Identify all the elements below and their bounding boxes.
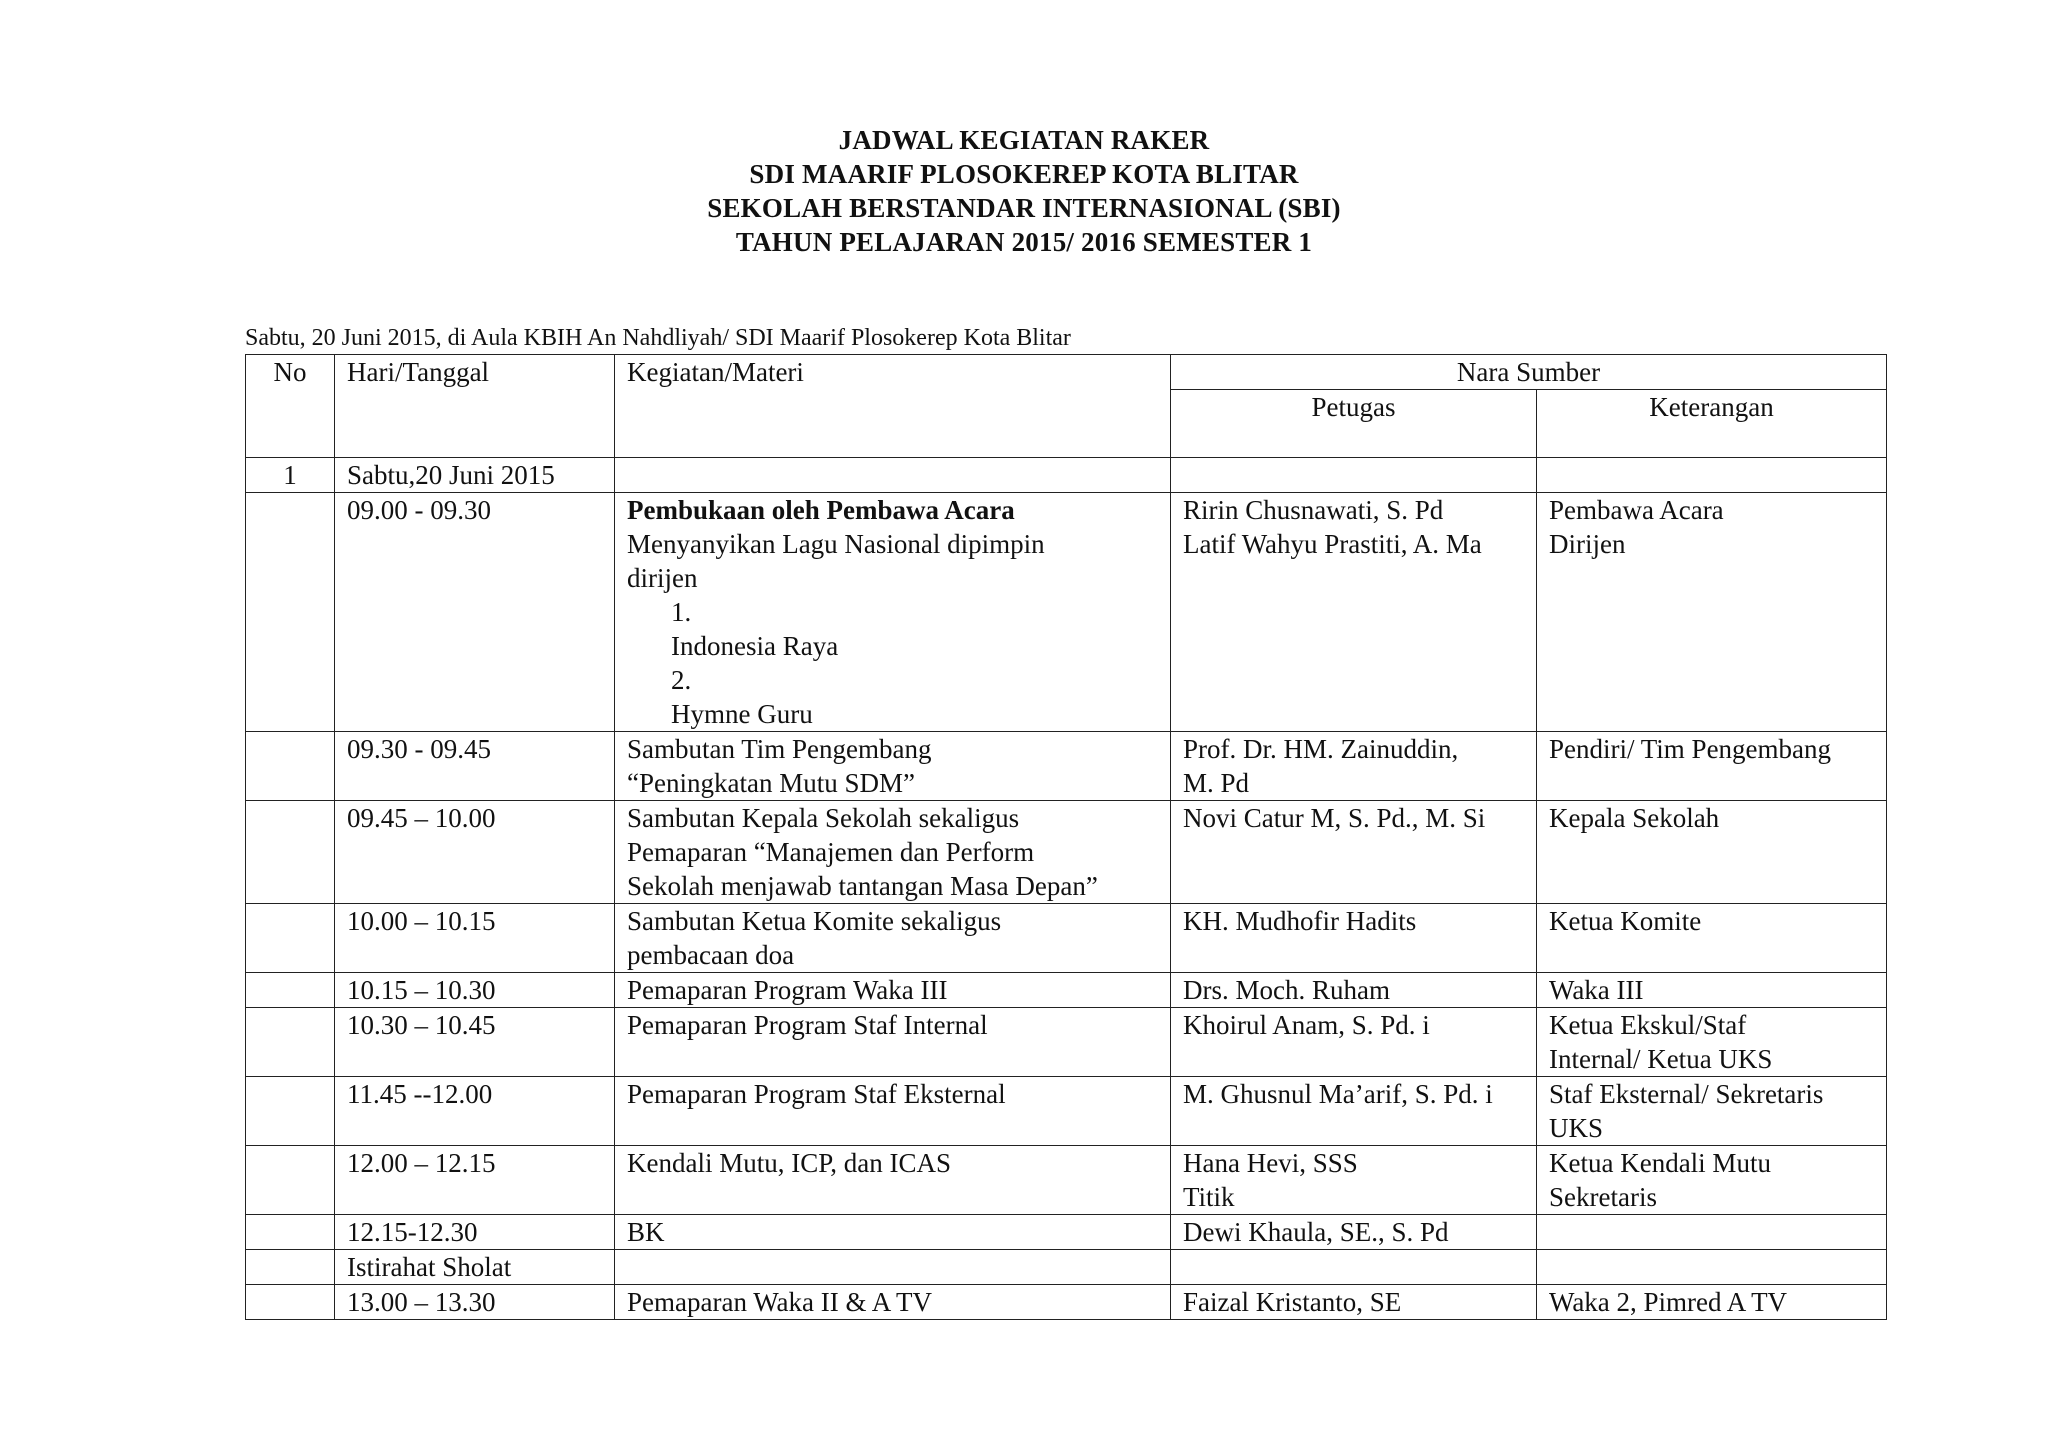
activity-title: Pembukaan oleh Pembawa Acara xyxy=(627,495,1015,525)
title-line-1: JADWAL KEGIATAN RAKER xyxy=(838,125,1210,155)
activity-line: Pemaparan “Manajemen dan Perform xyxy=(627,837,1035,867)
cell-no xyxy=(246,1250,335,1285)
cell-no xyxy=(246,1285,335,1320)
officer-line: Khoirul Anam, S. Pd. i xyxy=(1183,1010,1430,1040)
note-line: Ketua Kendali Mutu xyxy=(1549,1148,1771,1178)
table-row xyxy=(246,493,1887,732)
table-row xyxy=(246,1215,1887,1250)
cell-note xyxy=(1537,1250,1887,1285)
title-line-3: SEKOLAH BERSTANDAR INTERNASIONAL (SBI) xyxy=(707,193,1341,223)
activity-line: dirijen xyxy=(627,563,698,593)
cell-officer xyxy=(1171,1215,1537,1250)
activity-line: Kendali Mutu, ICP, dan ICAS xyxy=(627,1148,951,1178)
cell-no xyxy=(246,493,335,732)
officer-line: Titik xyxy=(1183,1182,1235,1212)
activity-line: Pemaparan Waka II & A TV xyxy=(627,1287,933,1317)
cell-date: 11.45 --12.00 xyxy=(335,1077,615,1146)
activity-line: Sambutan Ketua Komite sekaligus xyxy=(627,906,1002,936)
cell-no xyxy=(246,732,335,801)
table-row xyxy=(246,904,1887,973)
note-line: Waka 2, Pimred A TV xyxy=(1549,1287,1788,1317)
officer-line: Ririn Chusnawati, S. Pd xyxy=(1183,495,1444,525)
cell-activity xyxy=(615,458,1171,493)
title-line-4: TAHUN PELAJARAN 2015/ 2016 SEMESTER 1 xyxy=(735,227,1313,257)
table-row xyxy=(246,801,1887,904)
table-row xyxy=(246,1077,1887,1146)
officer-line: M. Pd xyxy=(1183,768,1250,798)
activity-line: Pemaparan Program Staf Internal xyxy=(627,1010,988,1040)
cell-note xyxy=(1537,904,1887,973)
cell-no xyxy=(246,1077,335,1146)
table-row xyxy=(246,1008,1887,1077)
note-line: Waka III xyxy=(1549,975,1644,1005)
event-date-location: Sabtu, 20 Juni 2015, di Aula KBIH An Nahdliyah/ SDI Maarif Plosokerep Kota Blitar xyxy=(245,325,1071,351)
header-date: Hari/Tanggal xyxy=(335,355,615,458)
cell-note xyxy=(1537,1285,1887,1320)
cell-officer xyxy=(1171,1250,1537,1285)
table-row xyxy=(246,1250,1887,1285)
cell-officer xyxy=(1171,732,1537,801)
cell-activity xyxy=(615,1077,1171,1146)
header-no: No xyxy=(246,355,335,458)
cell-note xyxy=(1537,973,1887,1008)
cell-activity xyxy=(615,732,1171,801)
cell-officer xyxy=(1171,1008,1537,1077)
cell-date: Istirahat Sholat xyxy=(335,1250,615,1285)
note-line: Sekretaris xyxy=(1549,1182,1657,1212)
cell-note xyxy=(1537,732,1887,801)
cell-date: 10.00 – 10.15 xyxy=(335,904,615,973)
cell-no xyxy=(246,973,335,1008)
list-text: Indonesia Raya xyxy=(671,631,839,661)
note-line: Dirijen xyxy=(1549,529,1626,559)
header-note: Keterangan xyxy=(1537,390,1887,458)
table-row xyxy=(246,1146,1887,1215)
cell-activity xyxy=(615,1250,1171,1285)
table-row xyxy=(246,973,1887,1008)
header-officer: Petugas xyxy=(1171,390,1537,458)
officer-line: Faizal Kristanto, SE xyxy=(1183,1287,1402,1317)
officer-line: KH. Mudhofir Hadits xyxy=(1183,906,1417,936)
cell-date: 12.00 – 12.15 xyxy=(335,1146,615,1215)
cell-activity xyxy=(615,801,1171,904)
cell-officer xyxy=(1171,973,1537,1008)
cell-no xyxy=(246,904,335,973)
cell-note xyxy=(1537,493,1887,732)
cell-date: 09.30 - 09.45 xyxy=(335,732,615,801)
activity-line: “Peningkatan Mutu SDM” xyxy=(627,768,915,798)
cell-note xyxy=(1537,458,1887,493)
cell-no: 1 xyxy=(246,458,335,493)
activity-list-item xyxy=(627,663,1158,731)
cell-note xyxy=(1537,1215,1887,1250)
activity-line: Sambutan Kepala Sekolah sekaligus xyxy=(627,803,1020,833)
cell-date: 09.00 - 09.30 xyxy=(335,493,615,732)
officer-line: Hana Hevi, SSS xyxy=(1183,1148,1358,1178)
activity-line: Sambutan Tim Pengembang xyxy=(627,734,932,764)
activity-line: Menyanyikan Lagu Nasional dipimpin xyxy=(627,529,1045,559)
cell-note xyxy=(1537,1077,1887,1146)
cell-activity xyxy=(615,493,1171,732)
cell-date: 13.00 – 13.30 xyxy=(335,1285,615,1320)
schedule-table xyxy=(245,354,1887,1320)
note-line: Staf Eksternal/ Sekretaris xyxy=(1549,1079,1824,1109)
activity-line: Sekolah menjawab tantangan Masa Depan” xyxy=(627,871,1098,901)
activity-line: Pemaparan Program Waka III xyxy=(627,975,948,1005)
title-line-2: SDI MAARIF PLOSOKEREP KOTA BLITAR xyxy=(749,159,1299,189)
note-line: Pendiri/ Tim Pengembang xyxy=(1549,734,1832,764)
cell-no xyxy=(246,1008,335,1077)
officer-line: Novi Catur M, S. Pd., M. Si xyxy=(1183,803,1486,833)
cell-date: 09.45 – 10.00 xyxy=(335,801,615,904)
list-text: Hymne Guru xyxy=(671,699,813,729)
header-speakers: Nara Sumber xyxy=(1171,355,1887,390)
officer-line: Drs. Moch. Ruham xyxy=(1183,975,1390,1005)
table-header-row xyxy=(246,355,1887,390)
cell-date: 10.30 – 10.45 xyxy=(335,1008,615,1077)
document-title xyxy=(0,123,2048,259)
cell-activity xyxy=(615,1285,1171,1320)
officer-line: Latif Wahyu Prastiti, A. Ma xyxy=(1183,529,1482,559)
officer-line: Dewi Khaula, SE., S. Pd xyxy=(1183,1217,1449,1247)
cell-officer xyxy=(1171,458,1537,493)
cell-activity xyxy=(615,1215,1171,1250)
officer-line: Prof. Dr. HM. Zainuddin, xyxy=(1183,734,1459,764)
list-number: 2. xyxy=(671,665,692,695)
activity-line: Pemaparan Program Staf Eksternal xyxy=(627,1079,1006,1109)
cell-activity xyxy=(615,1146,1171,1215)
note-line: Internal/ Ketua UKS xyxy=(1549,1044,1773,1074)
activity-line: pembacaan doa xyxy=(627,940,795,970)
list-number: 1. xyxy=(671,597,692,627)
cell-no xyxy=(246,1215,335,1250)
cell-note xyxy=(1537,1008,1887,1077)
note-line: Ketua Komite xyxy=(1549,906,1702,936)
cell-date: 12.15-12.30 xyxy=(335,1215,615,1250)
officer-line: M. Ghusnul Ma’arif, S. Pd. i xyxy=(1183,1079,1493,1109)
table-row xyxy=(246,458,1887,493)
cell-no xyxy=(246,1146,335,1215)
table-row xyxy=(246,732,1887,801)
cell-date: Sabtu,20 Juni 2015 xyxy=(335,458,615,493)
cell-officer xyxy=(1171,493,1537,732)
cell-activity xyxy=(615,904,1171,973)
cell-officer xyxy=(1171,801,1537,904)
cell-note xyxy=(1537,801,1887,904)
cell-no xyxy=(246,801,335,904)
cell-date: 10.15 – 10.30 xyxy=(335,973,615,1008)
note-line: Pembawa Acara xyxy=(1549,495,1724,525)
cell-officer xyxy=(1171,904,1537,973)
activity-line: BK xyxy=(627,1217,665,1247)
cell-officer xyxy=(1171,1146,1537,1215)
table-row xyxy=(246,1285,1887,1320)
note-line: Kepala Sekolah xyxy=(1549,803,1720,833)
cell-activity xyxy=(615,973,1171,1008)
activity-list-item xyxy=(627,595,1158,663)
cell-activity xyxy=(615,1008,1171,1077)
cell-note xyxy=(1537,1146,1887,1215)
cell-officer xyxy=(1171,1285,1537,1320)
header-activity: Kegiatan/Materi xyxy=(615,355,1171,458)
cell-officer xyxy=(1171,1077,1537,1146)
note-line: Ketua Ekskul/Staf xyxy=(1549,1010,1747,1040)
note-line: UKS xyxy=(1549,1113,1604,1143)
